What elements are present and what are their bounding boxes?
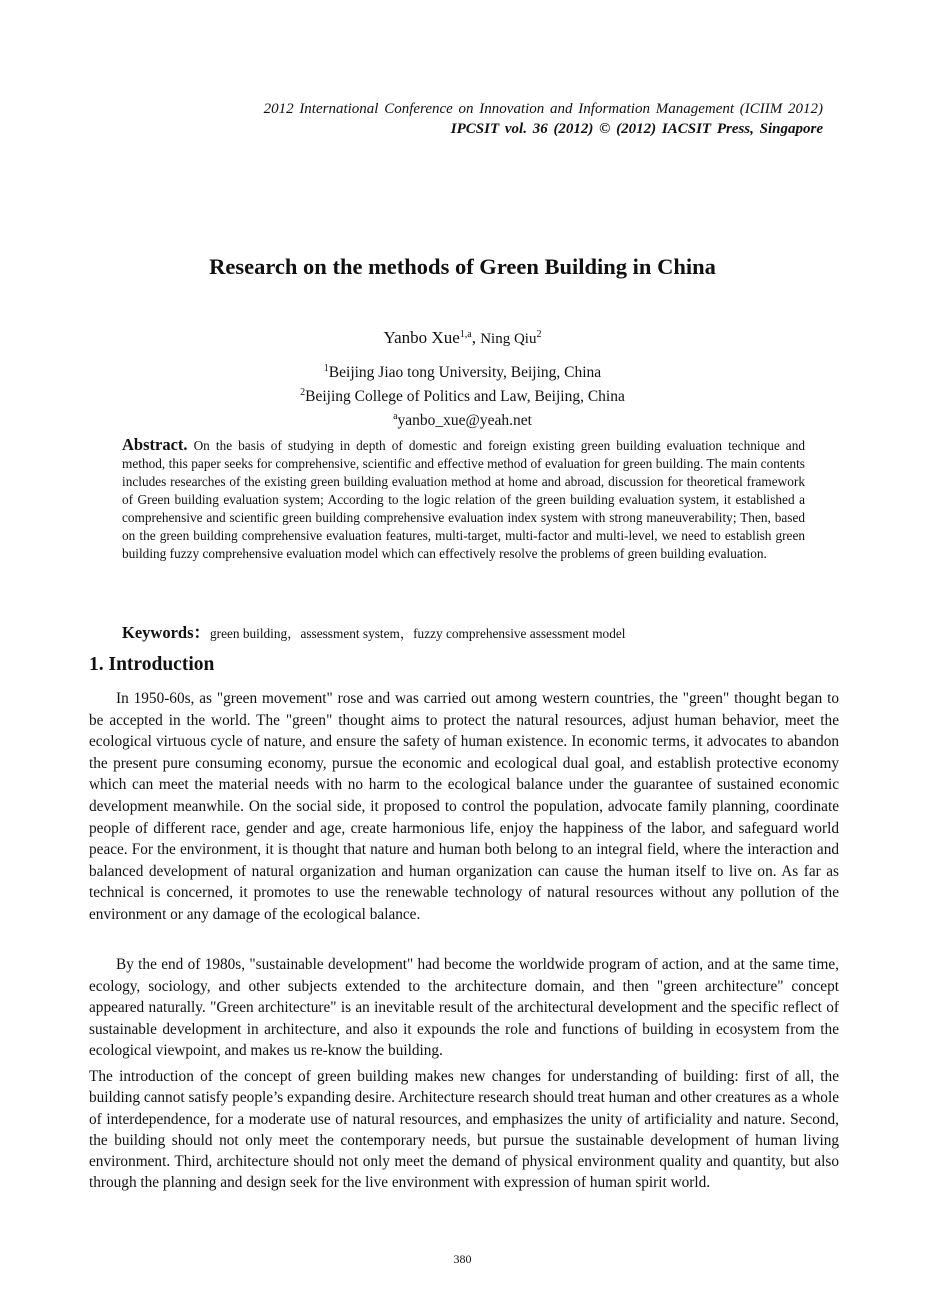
author-1-affiliation-mark: 1,a <box>459 329 472 340</box>
paper-title: Research on the methods of Green Building in China <box>209 254 716 279</box>
affiliation-2-text: Beijing College of Politics and Law, Beijing, China <box>305 388 625 405</box>
keywords-text: green building，assessment system，fuzzy comprehensive assessment model <box>210 626 626 641</box>
body-paragraph-3: The introduction of the concept of green building makes new changes for understanding of building: first of all, the building cannot satisfy people’s expanding desire. Architecture research should treat human and other creatures as a whole of interdependence, for a moderate use of natural resources, and emphasizes the unity of artificiality and nature. Second, the building should not only meet the contemporary needs, but pursue the sustainable development of human living environment. Third, architecture should not only meet the demand of physical environment quality and quantity, but also through the planning and design seek for the live environment with expression of human spirit world. <box>89 1068 839 1192</box>
contact-email <box>0 409 925 433</box>
publisher-line: IPCSIT vol. 36 (2012) © (2012) IACSIT Press, Singapore <box>450 121 823 137</box>
abstract-label: Abstract. <box>122 435 188 454</box>
abstract <box>122 436 805 563</box>
body-paragraph-2: By the end of 1980s, "sustainable development" had become the worldwide program of action, and at the same time, ecology, sociology, and other subjects extended to the architecture domain, and then "green architecture" concept appeared naturally. "Green architecture" is an inevitable result of the architectural development and the specific reflect of sustainable development in architecture, and also it expounds the role and functions of building in ecosystem from the ecological viewpoint, and makes us re-know the building. <box>89 956 839 1060</box>
affiliation-1-mark: 1 <box>323 363 329 374</box>
keywords <box>122 619 625 643</box>
affiliation-2-mark: 2 <box>300 387 306 398</box>
author-2-affiliation-mark: 2 <box>536 329 542 340</box>
author-name-1: Yanbo Xue <box>383 328 460 347</box>
conference-line: 2012 International Conference on Innovation and Information Management (ICIIM 2012) <box>263 101 823 117</box>
affiliation-1 <box>0 361 925 385</box>
affiliation-1-text: Beijing Jiao tong University, Beijing, China <box>328 364 602 381</box>
email-mark: a <box>393 411 398 422</box>
conference-header <box>264 99 823 139</box>
body-paragraph-1: In 1950-60s, as "green movement" rose and was carried out among western countries, the "green" thought began to be accepted in the world. The "green" thought aims to protect the natural resources, adjust human behavior, meet the ecological virtuous cycle of nature, and ensure the safety of human existence. In economic terms, it advocates to abandon the present pure consuming economy, pursue the economic and ecological dual goal, and establish protective economy which can meet the material needs with no harm to the ecological balance under the guarantee of sustained economic development meanwhile. On the social side, it proposed to control the population, advocate family planning, coordinate people of different race, gender and age, create harmonious life, enjoy the happiness of the labor, and safeguard world peace. For the environment, it is thought that nature and human both belong to an integral field, where the interaction and balanced development of natural organization and human organization can cause the human itself to live on. As far as technical is concerned, it promotes to use the renewable technology of natural resources without any pollution of the environment or any damage of the ecological balance. <box>89 690 839 923</box>
email-text: yanbo_xue@yeah.net <box>397 412 532 429</box>
author-line <box>0 328 925 348</box>
author-separator: , <box>471 328 481 347</box>
affiliations <box>0 361 925 433</box>
page-number: 380 <box>453 1252 472 1266</box>
author-name-2: Ning Qiu <box>480 331 537 347</box>
affiliation-2 <box>0 385 925 409</box>
keywords-label: Keywords： <box>122 623 210 642</box>
abstract-text: On the basis of studying in depth of domestic and foreign existing green building evaluation technique and method, this paper seeks for comprehensive, scientific and effective method of evaluation for green building. The main contents includes researches of the existing green building evaluation method at home and abroad, discussion for theoretical framework of Green building evaluation system; According to the logic relation of the green building evaluation system, it established a comprehensive and scientific green building comprehensive evaluation index system with strong maneuverability; Then, based on the green building comprehensive evaluation features, multi-target, multi-factor and multi-level, we need to establish green building fuzzy comprehensive evaluation model which can effectively resolve the problems of green building evaluation. <box>122 438 805 561</box>
section-heading-introduction: 1. Introduction <box>89 654 215 675</box>
